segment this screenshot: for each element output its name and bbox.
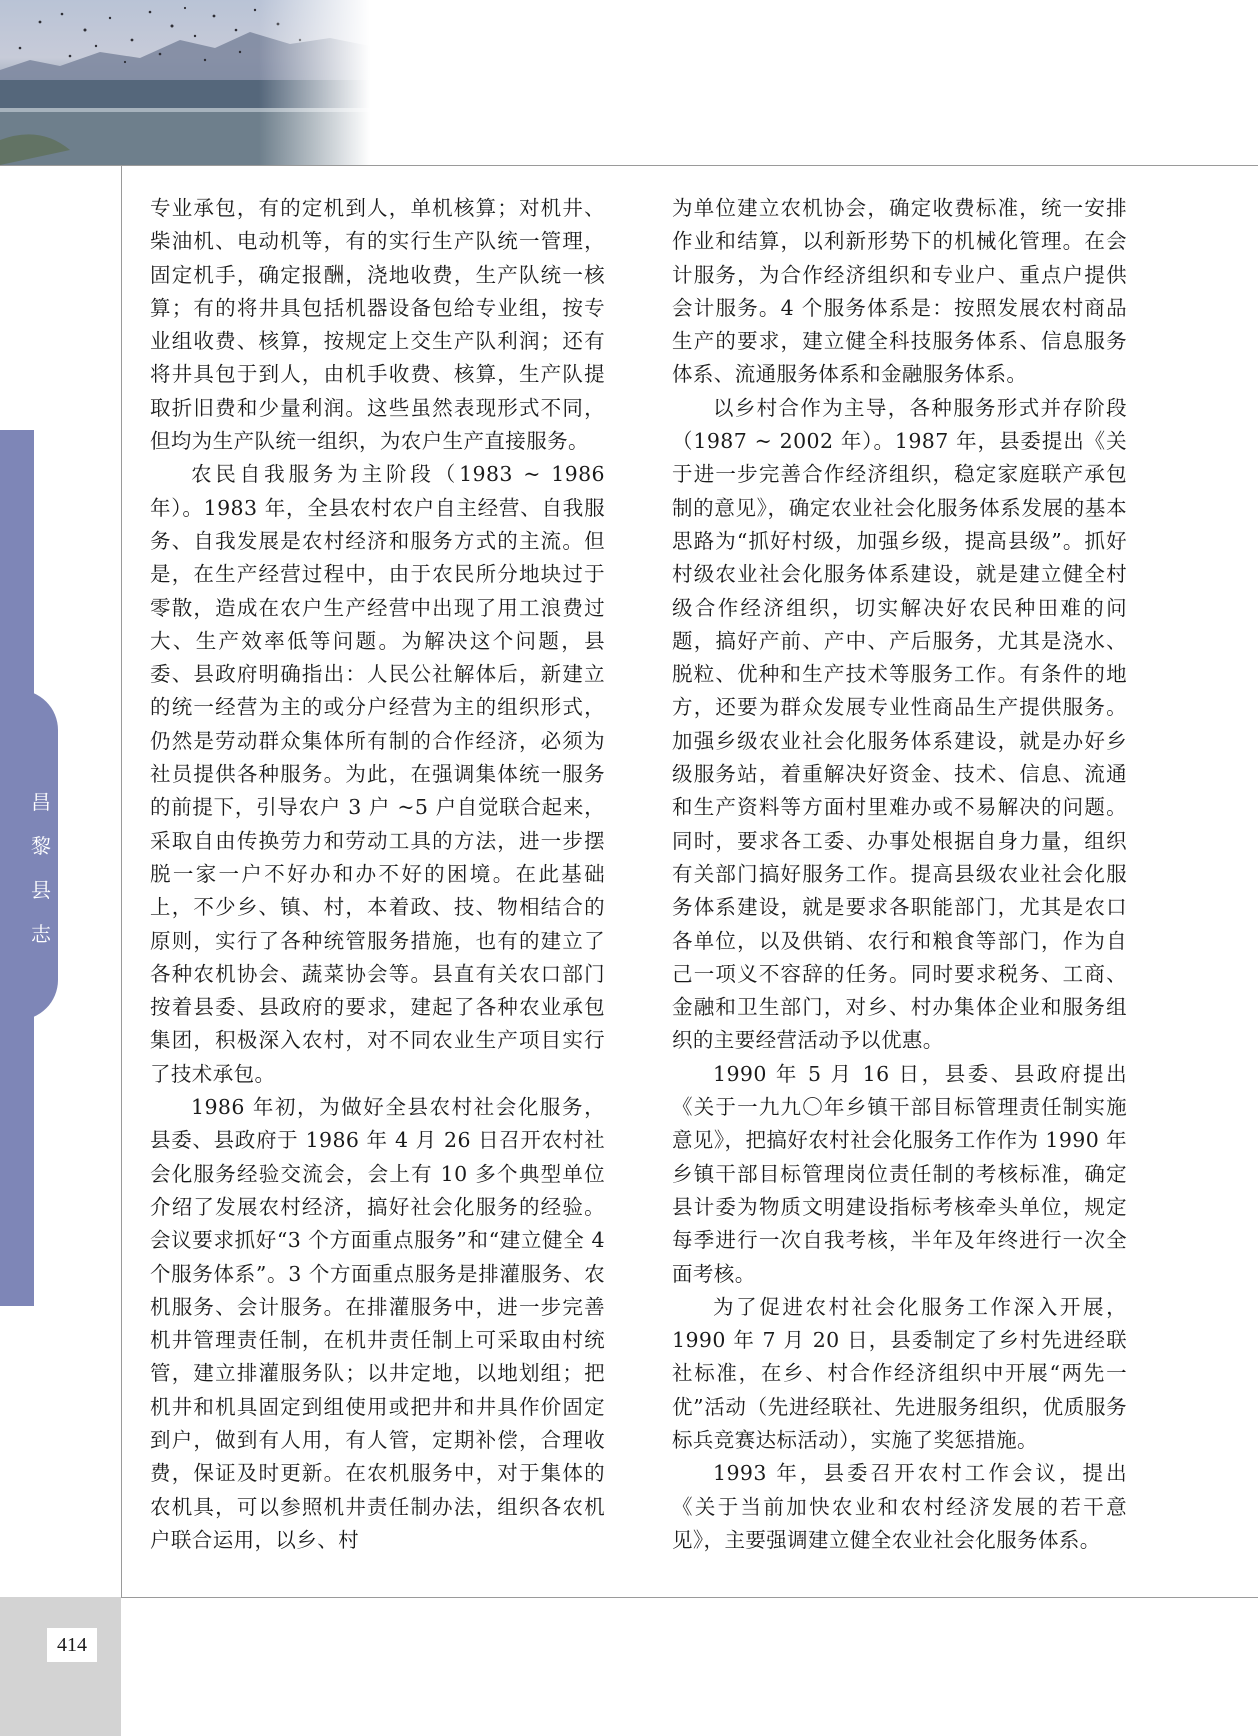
paragraph: 为了促进农村社会化服务工作深入开展，1990 年 7 月 20 日，县委制定了乡村先进经联社标准，在乡、村合作经济组织中开展“两先一优”活动（先进经联社、先进服务组织，优质服务标兵竞赛达标活动），实施了奖惩措施。 bbox=[672, 1294, 1127, 1452]
header-landscape-photo bbox=[0, 0, 370, 165]
paragraph: 专业承包，有的定机到人，单机核算；对机井、柴油机、电动机等，有的实行生产队统一管理，固定机手，确定报酬，浇地收费，生产队统一核算；有的将井具包括机器设备包给专业组，按专业组收费、核算，按规定上交生产队利润；还有将井具包于到人，由机手收费、核算，生产队提取折旧费和少量利润。这些虽然表现形式不同，但均为生产队统一组织，为农户生产直接服务。 bbox=[150, 196, 605, 454]
book-title-char: 志 bbox=[31, 922, 51, 946]
book-title-char: 县 bbox=[31, 878, 51, 902]
paragraph: 1990 年 5 月 16 日，县委、县政府提出《关于一九九〇年乡镇干部目标管理责任制实施意见》，把搞好农村社会化服务工作作为 1990 年乡镇干部目标管理岗位责任制的考核标准，确定县计委为物质文明建设指标考核牵头单位，规定每季进行一次自我考核，半年及年终进行一次全面考核。 bbox=[672, 1061, 1127, 1286]
paragraph: 以乡村合作为主导，各种服务形式并存阶段（1987 ~ 2002 年）。1987 年，县委提出《关于进一步完善合作经济组织，稳定家庭联产承包制的意见》，确定农业社会化服务体系发展的基本思路为“抓好村级，加强乡级，提高县级”。抓好村级农业社会化服务体系建设，就是建立健全村级合作经济组织，切实解决好农民种田难的问题，搞好产前、产中、产后服务，尤其是浇水、脱粒、优种和生产技术等服务工作。有条件的地方，还要为群众发展专业性商品生产提供服务。加强乡级农业社会化服务体系建设，就是办好乡级服务站，着重解决好资金、技术、信息、流通和生产资料等方面村里难办或不易解决的问题。同时，要求各工委、办事处根据自身力量，组织有关部门搞好服务工作。提高县级农业社会化服务体系建设，就是要求各职能部门，尤其是农口各单位，以及供销、农行和粮食等部门，作为自己一项义不容辞的任务。同时要求税务、工商、金融和卫生部门，对乡、村办集体企业和服务组织的主要经营活动予以优惠。 bbox=[672, 395, 1127, 1053]
book-title-char: 昌 bbox=[31, 790, 51, 814]
left-margin-divider bbox=[121, 165, 122, 1597]
footer-gray-block bbox=[0, 1597, 121, 1736]
text-column-left bbox=[150, 192, 605, 1557]
book-title-char: 黎 bbox=[31, 834, 51, 858]
paragraph: 1993 年，县委召开农村工作会议，提出《关于当前加快农业和农村经济发展的若干意见》，主要强调建立健全农业社会化服务体系。 bbox=[672, 1461, 1127, 1552]
paragraph: 为单位建立农机协会，确定收费标准，统一安排作业和结算，以利新形势下的机械化管理。在会计服务，为合作经济组织和专业户、重点户提供会计服务。4 个服务体系是：按照发展农村商品生产的要求，建立健全科技服务体系、信息服务体系、流通服务体系和金融服务体系。 bbox=[672, 196, 1127, 387]
header-divider bbox=[0, 165, 1258, 166]
book-title-vertical bbox=[28, 780, 54, 956]
paragraph: 1986 年初，为做好全县农村社会化服务，县委、县政府于 1986 年 4 月 26 日召开农村社会化服务经验交流会，会上有 10 多个典型单位介绍了发展农村经济，搞好社会化服务的经验。会议要求抓好“3 个方面重点服务”和“建立健全 4 个服务体系”。3 个方面重点服务是排灌服务、农机服务、会计服务。在排灌服务中，进一步完善机井管理责任制，在机井责任制上可采取由村统管，建立排灌服务队；以井定地，以地划组；把机井和机具固定到组使用或把井和井具作价固定到户，做到有人用，有人管，定期补偿，合理收费，保证及时更新。在农机服务中，对于集体的农机具，可以参照机井责任制办法，组织各农机户联合运用，以乡、村 bbox=[150, 1095, 605, 1552]
page-number: 414 bbox=[47, 1628, 97, 1662]
footer-divider bbox=[121, 1597, 1258, 1598]
text-column-right bbox=[672, 192, 1127, 1557]
paragraph: 农民自我服务为主阶段（1983 ~ 1986 年）。1983 年，全县农村农户自主经营、自我服务、自我发展是农村经济和服务方式的主流。但是，在生产经营过程中，由于农民所分地块过于零散，造成在农户生产经营中出现了用工浪费过大、生产效率低等问题。为解决这个问题，县委、县政府明确指出：人民公社解体后，新建立的统一经营为主的或分户经营为主的组织形式，仍然是劳动群众集体所有制的合作经济，必须为社员提供各种服务。为此，在强调集体统一服务的前提下，引导农户 3 户 ~5 户自觉联合起来，采取自由传换劳力和劳动工具的方法，进一步摆脱一家一户不好办和办不好的困境。在此基础上，不少乡、镇、村，本着政、技、物相结合的原则，实行了各种统管服务措施，也有的建立了各种农机协会、蔬菜协会等。县直有关农口部门按着县委、县政府的要求，建起了各种农业承包集团，积极深入农村，对不同农业生产项目实行了技术承包。 bbox=[150, 462, 605, 1086]
